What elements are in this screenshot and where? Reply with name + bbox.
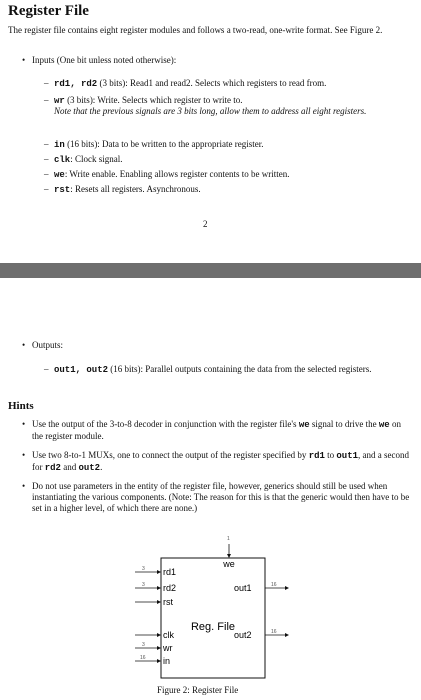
left-port-rd1 [135, 566, 176, 577]
signal-desc: (3 bits): Write. Selects which register to write to. [64, 95, 243, 105]
hint-text: signal to drive the [309, 419, 379, 429]
signal-desc: (16 bits): Data to be written to the appropriate register. [64, 139, 264, 149]
left-port-wr [135, 642, 173, 653]
signal-name: clk [54, 155, 71, 165]
hint-text: to [324, 450, 337, 460]
reg-file-block [161, 558, 265, 678]
signal-desc: (3 bits): Read1 and read2. Selects which registers to read from. [97, 78, 327, 88]
left-port-rst [135, 597, 173, 607]
input-item-in [54, 139, 264, 151]
hint-1 [32, 419, 412, 442]
list-dash: – [44, 78, 49, 88]
svg-text:clk: clk [163, 630, 174, 640]
list-dash: – [44, 184, 49, 194]
hint-text: Use the output of the 3-to-8 decoder in conjunction with the register file's [32, 419, 299, 429]
svg-text:wr: wr [163, 643, 173, 653]
signal-name: wr [54, 96, 65, 106]
page-separator [0, 263, 421, 278]
signal-name: out1, out2 [54, 365, 109, 375]
left-port-in [135, 655, 170, 666]
svg-text:out1: out1 [234, 583, 252, 593]
note-text: Note that the previous signals are 3 bits long, allow them to address all eight registers. [54, 106, 367, 116]
svg-text:rst: rst [163, 597, 173, 607]
width-label: 1 [227, 536, 230, 542]
left-port-clk [135, 630, 174, 640]
output-item [54, 364, 412, 376]
signal-desc: : Clock signal. [70, 154, 123, 164]
block-label: Reg. File [190, 621, 236, 633]
right-port-out1 [234, 582, 289, 593]
list-dash: – [44, 364, 49, 374]
signal-desc: (16 bits): Parallel outputs containing the data from the selected registers. [108, 364, 372, 374]
input-item-clk [54, 154, 122, 166]
signal-desc: : Resets all registers. Asynchronous. [70, 184, 201, 194]
bullet-dot: • [22, 55, 26, 65]
svg-text:16: 16 [271, 629, 277, 635]
bullet-dot: • [22, 481, 26, 491]
hint-text: , and a second for [32, 450, 409, 472]
signal-name: out1 [336, 451, 359, 461]
inputs-heading: Inputs (One bit unless noted otherwise): [32, 55, 177, 65]
svg-text:3: 3 [142, 642, 145, 648]
svg-text:in: in [163, 656, 171, 666]
signal-name: we [298, 420, 310, 430]
figure-caption: Figure 2: Register File [157, 685, 239, 695]
list-dash: – [44, 139, 49, 149]
bullet-dot: • [22, 340, 26, 350]
bullet-dot: • [22, 419, 26, 429]
port-we: we [223, 559, 235, 569]
outputs-heading: Outputs: [32, 340, 64, 350]
bullet-dot: • [22, 450, 26, 460]
signal-name: rd1, rd2 [54, 79, 98, 89]
hint-text: on the register module. [32, 419, 401, 441]
svg-text:3: 3 [142, 566, 145, 572]
hint-text: and [60, 462, 79, 472]
register-file-diagram [130, 532, 300, 687]
list-dash: – [44, 95, 49, 105]
signal-name: rd2 [44, 463, 61, 473]
right-port-out2 [234, 629, 289, 640]
list-dash: – [44, 169, 49, 179]
page-number: 2 [203, 219, 208, 229]
signal-name: we [378, 420, 390, 430]
signal-name: we [54, 170, 65, 180]
svg-text:3: 3 [142, 582, 145, 588]
svg-text:rd1: rd1 [163, 567, 177, 577]
svg-text:16: 16 [271, 582, 277, 588]
intro-paragraph: The register file contains eight register modules and follows a two-read, one-write format. See Figure 2. [8, 25, 383, 35]
svg-text:rd2: rd2 [163, 583, 177, 593]
svg-text:16: 16 [140, 655, 146, 661]
section-title: Register File [8, 3, 89, 19]
hint-2 [32, 450, 412, 474]
signal-name: rst [54, 185, 71, 195]
left-port-rd2 [135, 582, 176, 593]
hint-text: Use two 8-to-1 MUXs, one to connect the output of the register specified by [32, 450, 309, 460]
input-item-we [54, 169, 289, 181]
input-item-rst [54, 184, 201, 196]
hints-title: Hints [8, 400, 34, 412]
signal-desc: : Write enable. Enabling allows register contents to be written. [64, 169, 290, 179]
hint-3: Do not use parameters in the entity of the register file, however, generics should still be used when instantiating the various components. (Note: The reason for this is that the generic would then have to be set in a higher level, of which there are none.) [32, 481, 410, 513]
signal-name: rd1 [308, 451, 325, 461]
document-page-2 [0, 278, 421, 700]
list-dash: – [44, 154, 49, 164]
signal-name: out2 [78, 463, 101, 473]
document-page-1 [0, 0, 421, 263]
signal-name: in [54, 140, 65, 150]
input-item-rd [54, 78, 326, 90]
arrow-icon [227, 554, 231, 558]
hint-text: . [100, 462, 103, 472]
svg-text:out2: out2 [234, 630, 252, 640]
